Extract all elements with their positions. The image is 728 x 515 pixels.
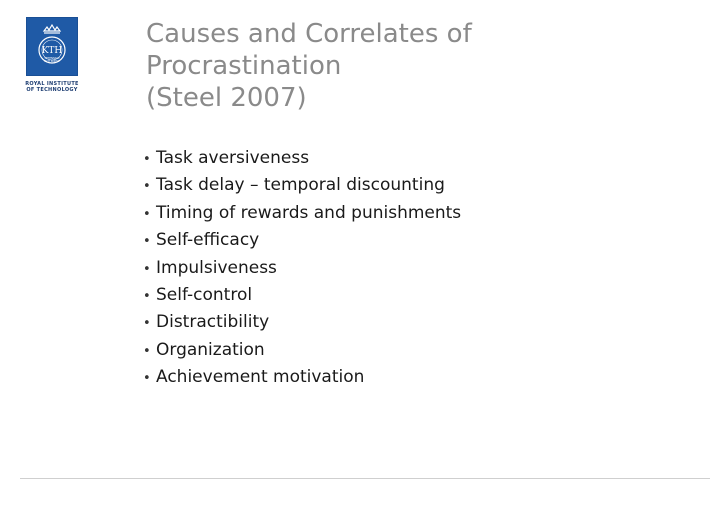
logo-caption-line1: ROYAL INSTITUTE: [25, 81, 79, 87]
footer-divider: [20, 478, 710, 479]
bullet-item: [143, 227, 461, 254]
bullet-text: Task aversiveness: [156, 148, 310, 168]
logo-mark-text: KTH: [41, 45, 63, 56]
title-line-2: Procrastination: [146, 51, 342, 81]
bullet-dot-icon: •: [143, 152, 151, 167]
logo-caption-line2: OF TECHNOLOGY: [26, 87, 78, 93]
bullet-item: [143, 172, 461, 199]
bullet-dot-icon: •: [143, 316, 151, 332]
bullet-text: Timing of rewards and punishments: [156, 202, 462, 223]
bullet-list: [143, 145, 461, 392]
bullet-item: [143, 309, 461, 336]
kth-logo: [24, 17, 80, 93]
bullet-text: Distractibility: [156, 312, 270, 333]
bullet-dot-icon: •: [143, 261, 151, 277]
bullet-item: [143, 282, 461, 309]
bullet-dot-icon: •: [143, 179, 151, 195]
bullet-text: Organization: [156, 339, 265, 360]
title-line-1: Causes and Correlates of: [146, 19, 472, 49]
bullet-text: Impulsiveness: [156, 257, 277, 278]
slide-title: [146, 18, 706, 114]
bullet-text: Task delay – temporal discounting: [156, 175, 445, 196]
bullet-text: Self-control: [156, 284, 253, 305]
logo-motto-line1: VETENSKAP: [44, 56, 60, 60]
bullet-dot-icon: •: [143, 234, 151, 250]
title-line-3: (Steel 2007): [146, 83, 307, 113]
bullet-dot-icon: •: [143, 288, 151, 304]
bullet-item: [143, 255, 461, 282]
bullet-dot-icon: •: [143, 371, 151, 387]
bullet-item: [143, 200, 461, 227]
bullet-dot-icon: •: [143, 206, 151, 222]
bullet-item: [143, 364, 461, 391]
bullet-text: Achievement motivation: [156, 367, 365, 388]
kth-emblem-icon: [26, 17, 78, 76]
bullet-item: [143, 145, 461, 172]
logo-motto-line2: OCH KONST: [44, 59, 60, 63]
bullet-text: Self-efficacy: [156, 230, 260, 251]
bullet-dot-icon: •: [143, 343, 151, 359]
logo-caption: [25, 81, 79, 93]
bullet-item: [143, 337, 461, 364]
